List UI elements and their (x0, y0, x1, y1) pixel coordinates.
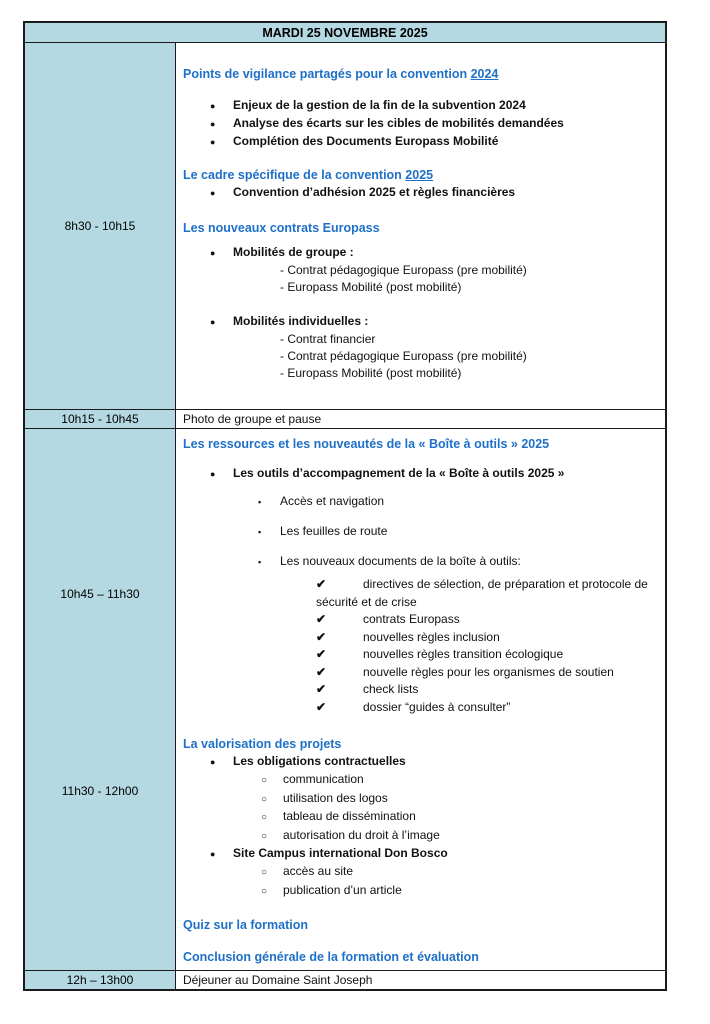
sub-bullet-item (176, 553, 665, 571)
bullet-item (176, 97, 665, 115)
check-item (176, 699, 665, 717)
table-row-late-morning-session (25, 428, 665, 970)
spacer (176, 900, 665, 917)
item-text: utilisation des logos (283, 790, 388, 805)
circle-bullet-icon: ○ (261, 775, 268, 786)
circle-item (176, 808, 665, 827)
check-item (176, 681, 665, 699)
item-text: Mobilités de groupe : (233, 245, 354, 259)
item-text: Points de vigilance partagés pour la convention (183, 67, 471, 81)
time-cell (25, 971, 175, 989)
square-bullet-icon: ▪ (258, 497, 262, 507)
item-text: accès au site (283, 864, 354, 878)
dash-item (176, 365, 665, 382)
dash-item (176, 331, 665, 348)
table-header-row (25, 23, 665, 42)
item-text: Convention d’adhésion 2025 et règles financières (233, 185, 516, 199)
circle-item (176, 771, 665, 790)
checkmark-icon: ✔ (316, 682, 327, 696)
check-item (176, 664, 665, 682)
bullet-item (176, 133, 665, 151)
item-text: contrats Europass (363, 612, 460, 626)
circle-bullet-icon: ○ (261, 885, 268, 897)
dash-item (176, 348, 665, 365)
item-text: nouvelle règles pour les organismes de soutien (363, 664, 614, 679)
check-item (176, 576, 665, 611)
item-text: Enjeux de la gestion de la fin de la subvention 2024 (233, 98, 526, 112)
dash-item (176, 279, 665, 296)
item-text: tableau de dissémination (283, 809, 416, 823)
time-label: 10h45 – 11h30 (60, 587, 140, 601)
spacer (176, 237, 665, 244)
item-text: - Contrat financier (280, 332, 376, 346)
item-text: autorisation du droit à l’image (283, 827, 440, 842)
section-heading (176, 220, 665, 237)
item-text: nouvelles règles inclusion (363, 629, 500, 644)
disc-bullet-icon: ● (210, 317, 216, 327)
time-label: 11h30 - 12h00 (61, 784, 139, 798)
circle-bullet-icon: ○ (261, 830, 268, 842)
checkmark-icon: ✔ (316, 629, 327, 644)
check-item (176, 629, 665, 647)
session-content (175, 429, 665, 970)
item-text: Mobilités individuelles : (233, 314, 369, 328)
day-title: MARDI 25 NOVEMBRE 2025 (262, 25, 428, 40)
spacer (176, 511, 665, 523)
item-text: Complétion des Documents Europass Mobilité (233, 134, 499, 148)
bullet-item (176, 313, 665, 331)
spacer (176, 453, 665, 465)
item-text: Site Campus international Don Bosco (233, 846, 448, 860)
item-text: Analyse des écarts sur les cibles de mobilités demandées (233, 116, 564, 130)
spacer (176, 202, 665, 220)
item-text: dossier “guides à consulter” (363, 699, 511, 714)
bullet-item (176, 184, 665, 202)
spacer (176, 296, 665, 313)
item-text: nouvelles règles transition écologique (363, 647, 564, 661)
disc-bullet-icon: ● (210, 188, 216, 198)
sub-bullet-item (176, 523, 665, 541)
circle-item (176, 863, 665, 882)
item-text: Les nouveaux contrats Europass (183, 221, 380, 235)
spacer (176, 541, 665, 553)
item-text: check lists (363, 682, 419, 696)
item-text: Les nouveaux documents de la boîte à outils: (280, 554, 521, 568)
time-cell (25, 429, 175, 970)
spacer (176, 716, 665, 736)
section-heading (176, 949, 665, 966)
check-item (176, 611, 665, 629)
item-text: - Europass Mobilité (post mobilité) (280, 366, 462, 380)
time-label: 8h30 - 10h15 (64, 219, 136, 233)
item-text: - Contrat pédagogique Europass (pre mobilité) (280, 263, 527, 277)
row-text: Déjeuner au Domaine Saint Joseph (183, 973, 373, 987)
checkmark-icon: ✔ (316, 577, 327, 591)
disc-bullet-icon: ● (210, 119, 216, 129)
underlined-year: 2025 (405, 168, 434, 182)
bullet-item (176, 753, 665, 771)
item-text: La valorisation des projets (183, 737, 342, 751)
session-content (175, 43, 665, 409)
spacer (176, 934, 665, 949)
section-heading (176, 167, 665, 184)
check-item (176, 646, 665, 664)
item-text: Les feuilles de route (280, 524, 388, 538)
agenda-table (23, 21, 667, 991)
section-heading (176, 736, 665, 753)
checkmark-icon: ✔ (316, 699, 327, 714)
disc-bullet-icon: ● (210, 469, 216, 479)
disc-bullet-icon: ● (210, 101, 216, 111)
item-text: Le cadre spécifique de la convention (183, 168, 406, 182)
disc-bullet-icon: ● (210, 137, 216, 147)
disc-bullet-icon: ● (210, 757, 216, 767)
session-content (175, 971, 665, 989)
section-heading (176, 436, 665, 453)
item-text: Conclusion générale de la formation et évaluation (183, 950, 479, 964)
row-text: Photo de groupe et pause (183, 412, 322, 426)
item-text: - Europass Mobilité (post mobilité) (280, 280, 462, 294)
underlined-year: 2024 (470, 67, 499, 81)
bullet-item (176, 845, 665, 863)
item-text: Les ressources et les nouveautés de la « Boîte à outils » 2025 (183, 437, 550, 451)
bullet-item (176, 244, 665, 262)
spacer (176, 151, 665, 167)
table-row-lunch (25, 970, 665, 989)
bullet-item (176, 115, 665, 133)
square-bullet-icon: ▪ (258, 557, 262, 567)
item-text: publication d’un article (283, 882, 402, 897)
circle-bullet-icon: ○ (261, 793, 268, 805)
checkmark-icon: ✔ (316, 612, 327, 626)
circle-item (176, 790, 665, 809)
session-content (175, 410, 665, 428)
item-text: directives de sélection, de préparation et protocole de sécurité et de crise (316, 577, 652, 609)
table-row-pause (25, 409, 665, 428)
time-label: 10h15 - 10h45 (61, 412, 139, 426)
disc-bullet-icon: ● (210, 849, 216, 859)
circle-bullet-icon: ○ (261, 812, 268, 823)
spacer (176, 83, 665, 97)
circle-item (176, 882, 665, 901)
spacer (176, 483, 665, 493)
time-cell (25, 43, 175, 409)
disc-bullet-icon: ● (210, 248, 216, 258)
checkmark-icon: ✔ (316, 664, 327, 679)
time-cell (25, 410, 175, 428)
checkmark-icon: ✔ (316, 647, 327, 661)
section-heading (176, 917, 665, 934)
item-text: communication (283, 772, 364, 786)
section-heading (176, 66, 665, 83)
table-row-morning-session (25, 42, 665, 409)
square-bullet-icon: ▪ (258, 527, 262, 537)
item-text: Les outils d’accompagnement de la « Boîte à outils 2025 » (233, 466, 565, 480)
item-text: - Contrat pédagogique Europass (pre mobilité) (280, 349, 527, 363)
item-text: Accès et navigation (280, 494, 385, 508)
circle-item (176, 827, 665, 846)
item-text: Les obligations contractuelles (233, 754, 406, 768)
circle-bullet-icon: ○ (261, 867, 268, 878)
dash-item (176, 262, 665, 279)
sub-bullet-item (176, 493, 665, 511)
item-text: Quiz sur la formation (183, 918, 309, 932)
bullet-item (176, 465, 665, 483)
time-label: 12h – 13h00 (66, 973, 134, 987)
